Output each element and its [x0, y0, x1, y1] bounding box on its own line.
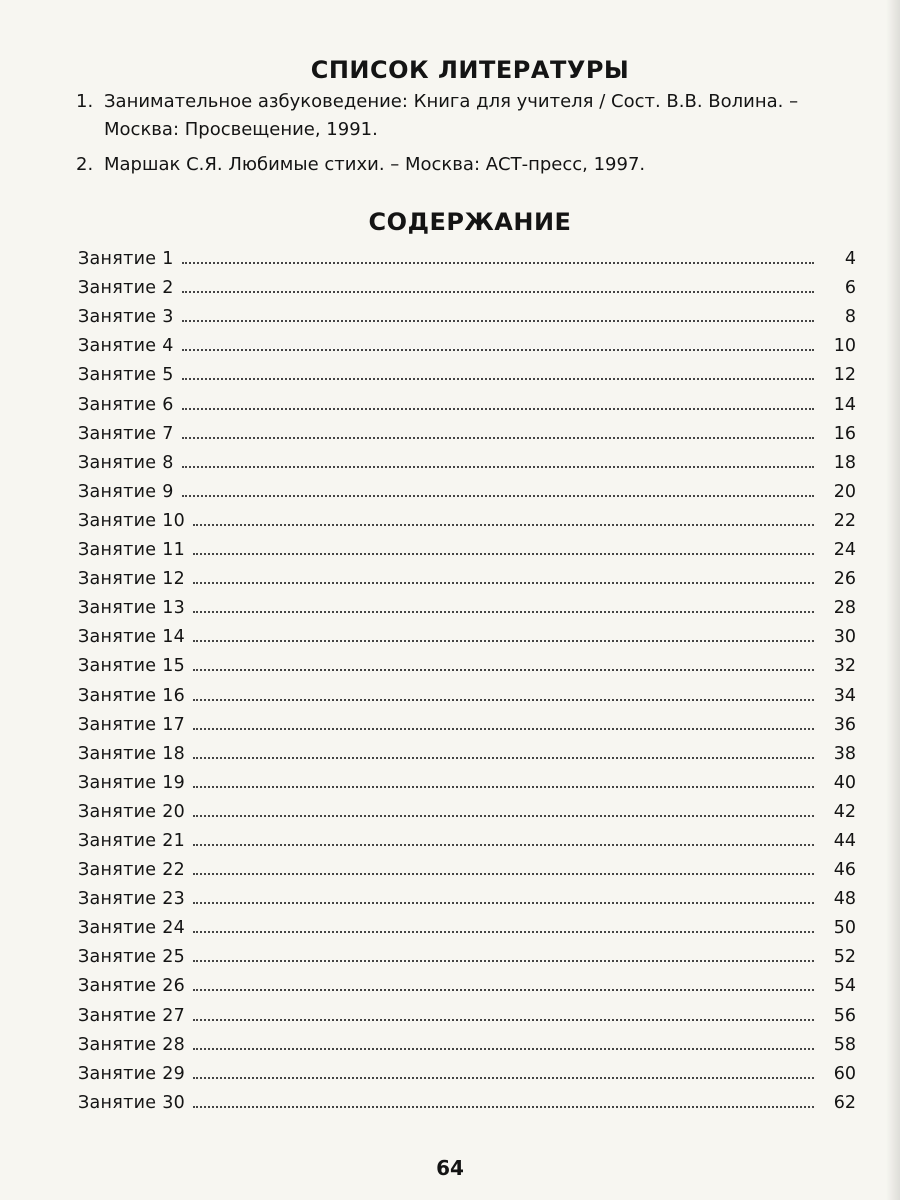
toc-dot-leader [193, 931, 814, 933]
toc-entry-label: Занятие 29 [78, 1063, 186, 1084]
toc-entry [78, 909, 856, 938]
toc-entry-label: Занятие 11 [78, 540, 186, 561]
toc-dot-leader [182, 291, 814, 293]
toc-entry-label: Занятие 21 [78, 830, 186, 851]
toc-dot-leader [182, 437, 814, 439]
bibliography-item-text: Занимательное азбуковедение: Книга для учителя / Сост. В.В. Волина. – Москва: Просвещение, 1991. [104, 91, 799, 140]
toc-entry-page: 50 [833, 918, 856, 939]
toc-entry-page: 38 [833, 743, 856, 764]
toc-entry-label: Занятие 8 [78, 452, 174, 473]
toc-entry-page: 10 [833, 336, 856, 357]
toc-title: СОДЕРЖАНИЕ [368, 208, 572, 236]
toc-entry-label: Занятие 26 [78, 976, 186, 997]
toc-entry [78, 327, 856, 356]
toc-dot-leader [193, 1048, 814, 1050]
toc-dot-leader [193, 669, 814, 671]
toc-entry [78, 589, 856, 618]
toc-entry [78, 473, 856, 502]
toc-dot-leader [193, 989, 814, 991]
toc-dot-leader [193, 699, 814, 701]
toc-entry-label: Занятие 22 [78, 860, 186, 881]
bibliography-list [76, 88, 836, 179]
toc-dot-leader [193, 786, 814, 788]
toc-entry-page: 30 [833, 627, 856, 648]
toc-entry [78, 502, 856, 531]
toc-entry-label: Занятие 4 [78, 336, 174, 357]
toc-entry [78, 385, 856, 414]
toc-entry-page: 48 [833, 889, 856, 910]
toc-entry-label: Занятие 19 [78, 772, 186, 793]
toc-entry [78, 298, 856, 327]
toc-dot-leader [193, 728, 814, 730]
toc-entry-page: 8 [844, 307, 856, 328]
toc-entry [78, 647, 856, 676]
toc-entry [78, 356, 856, 385]
bibliography-item [76, 88, 836, 144]
toc-entry-label: Занятие 16 [78, 685, 186, 706]
toc-entry-label: Занятие 2 [78, 278, 174, 299]
toc-entry-page: 36 [833, 714, 856, 735]
toc-entry [78, 735, 856, 764]
toc-entry-label: Занятие 6 [78, 394, 174, 415]
toc-entry-page: 24 [833, 540, 856, 561]
toc-entry-label: Занятие 5 [78, 365, 174, 386]
toc-dot-leader [193, 640, 814, 642]
toc-entry-page: 26 [833, 569, 856, 590]
toc-entry-page: 60 [833, 1063, 856, 1084]
bibliography-item-number: 1. [76, 91, 94, 112]
toc-entry-page: 32 [833, 656, 856, 677]
toc-entry [78, 676, 856, 705]
toc-entry-page: 52 [833, 947, 856, 968]
bibliography-item-text: Маршак С.Я. Любимые стихи. – Москва: АСТ-пресс, 1997. [104, 154, 646, 175]
toc-entry-label: Занятие 28 [78, 1034, 186, 1055]
toc-entry [78, 415, 856, 444]
toc-entry [78, 851, 856, 880]
toc-entry-page: 12 [833, 365, 856, 386]
toc-entry-page: 40 [833, 772, 856, 793]
toc-entry-label: Занятие 12 [78, 569, 186, 590]
toc-entry [78, 444, 856, 473]
toc-entry [78, 240, 856, 269]
toc-list [78, 240, 856, 1113]
toc-entry [78, 618, 856, 647]
bibliography-item [76, 151, 836, 179]
toc-entry [78, 938, 856, 967]
toc-entry-page: 62 [833, 1092, 856, 1113]
toc-entry-label: Занятие 25 [78, 947, 186, 968]
bibliography-item-number: 2. [76, 154, 94, 175]
toc-entry-page: 22 [833, 510, 856, 531]
toc-dot-leader [182, 466, 814, 468]
toc-dot-leader [193, 844, 814, 846]
toc-entry [78, 880, 856, 909]
toc-entry-label: Занятие 18 [78, 743, 186, 764]
toc-entry [78, 764, 856, 793]
toc-entry-label: Занятие 13 [78, 598, 186, 619]
toc-entry-label: Занятие 23 [78, 889, 186, 910]
toc-dot-leader [193, 902, 814, 904]
toc-entry-page: 58 [833, 1034, 856, 1055]
toc-entry-label: Занятие 9 [78, 481, 174, 502]
toc-entry [78, 822, 856, 851]
toc-entry-label: Занятие 10 [78, 510, 186, 531]
toc-entry-page: 18 [833, 452, 856, 473]
toc-dot-leader [193, 524, 814, 526]
toc-dot-leader [182, 495, 814, 497]
toc-entry-page: 16 [833, 423, 856, 444]
toc-entry [78, 1055, 856, 1084]
toc-dot-leader [193, 1106, 814, 1108]
toc-entry [78, 1084, 856, 1113]
toc-dot-leader [182, 262, 814, 264]
toc-entry-label: Занятие 3 [78, 307, 174, 328]
toc-entry-label: Занятие 7 [78, 423, 174, 444]
toc-entry-page: 20 [833, 481, 856, 502]
bibliography-title: СПИСОК ЛИТЕРАТУРЫ [310, 56, 630, 84]
toc-dot-leader [193, 1077, 814, 1079]
toc-dot-leader [182, 349, 814, 351]
toc-dot-leader [193, 960, 814, 962]
toc-dot-leader [193, 757, 814, 759]
toc-entry [78, 793, 856, 822]
toc-entry-label: Занятие 14 [78, 627, 186, 648]
toc-entry-label: Занятие 30 [78, 1092, 186, 1113]
toc-entry [78, 560, 856, 589]
toc-entry [78, 967, 856, 996]
toc-entry-page: 54 [833, 976, 856, 997]
toc-dot-leader [193, 1019, 814, 1021]
toc-dot-leader [182, 408, 814, 410]
toc-dot-leader [193, 815, 814, 817]
toc-entry-page: 28 [833, 598, 856, 619]
toc-entry [78, 706, 856, 735]
toc-dot-leader [193, 553, 814, 555]
toc-entry [78, 996, 856, 1025]
toc-entry [78, 269, 856, 298]
toc-entry-label: Занятие 15 [78, 656, 186, 677]
toc-dot-leader [182, 320, 814, 322]
toc-entry-label: Занятие 17 [78, 714, 186, 735]
toc-entry-page: 14 [833, 394, 856, 415]
toc-dot-leader [182, 378, 814, 380]
toc-entry [78, 1026, 856, 1055]
toc-entry-page: 44 [833, 830, 856, 851]
toc-entry-page: 4 [844, 249, 856, 270]
toc-entry-page: 46 [833, 860, 856, 881]
toc-entry-page: 34 [833, 685, 856, 706]
toc-entry-page: 56 [833, 1005, 856, 1026]
toc-entry-label: Занятие 27 [78, 1005, 186, 1026]
toc-dot-leader [193, 873, 814, 875]
toc-dot-leader [193, 582, 814, 584]
toc-entry-page: 42 [833, 801, 856, 822]
toc-entry-label: Занятие 20 [78, 801, 186, 822]
toc-entry [78, 531, 856, 560]
toc-entry-label: Занятие 1 [78, 249, 174, 270]
toc-dot-leader [193, 611, 814, 613]
toc-entry-page: 6 [844, 278, 856, 299]
page-number: 64 [436, 1156, 464, 1180]
toc-entry-label: Занятие 24 [78, 918, 186, 939]
